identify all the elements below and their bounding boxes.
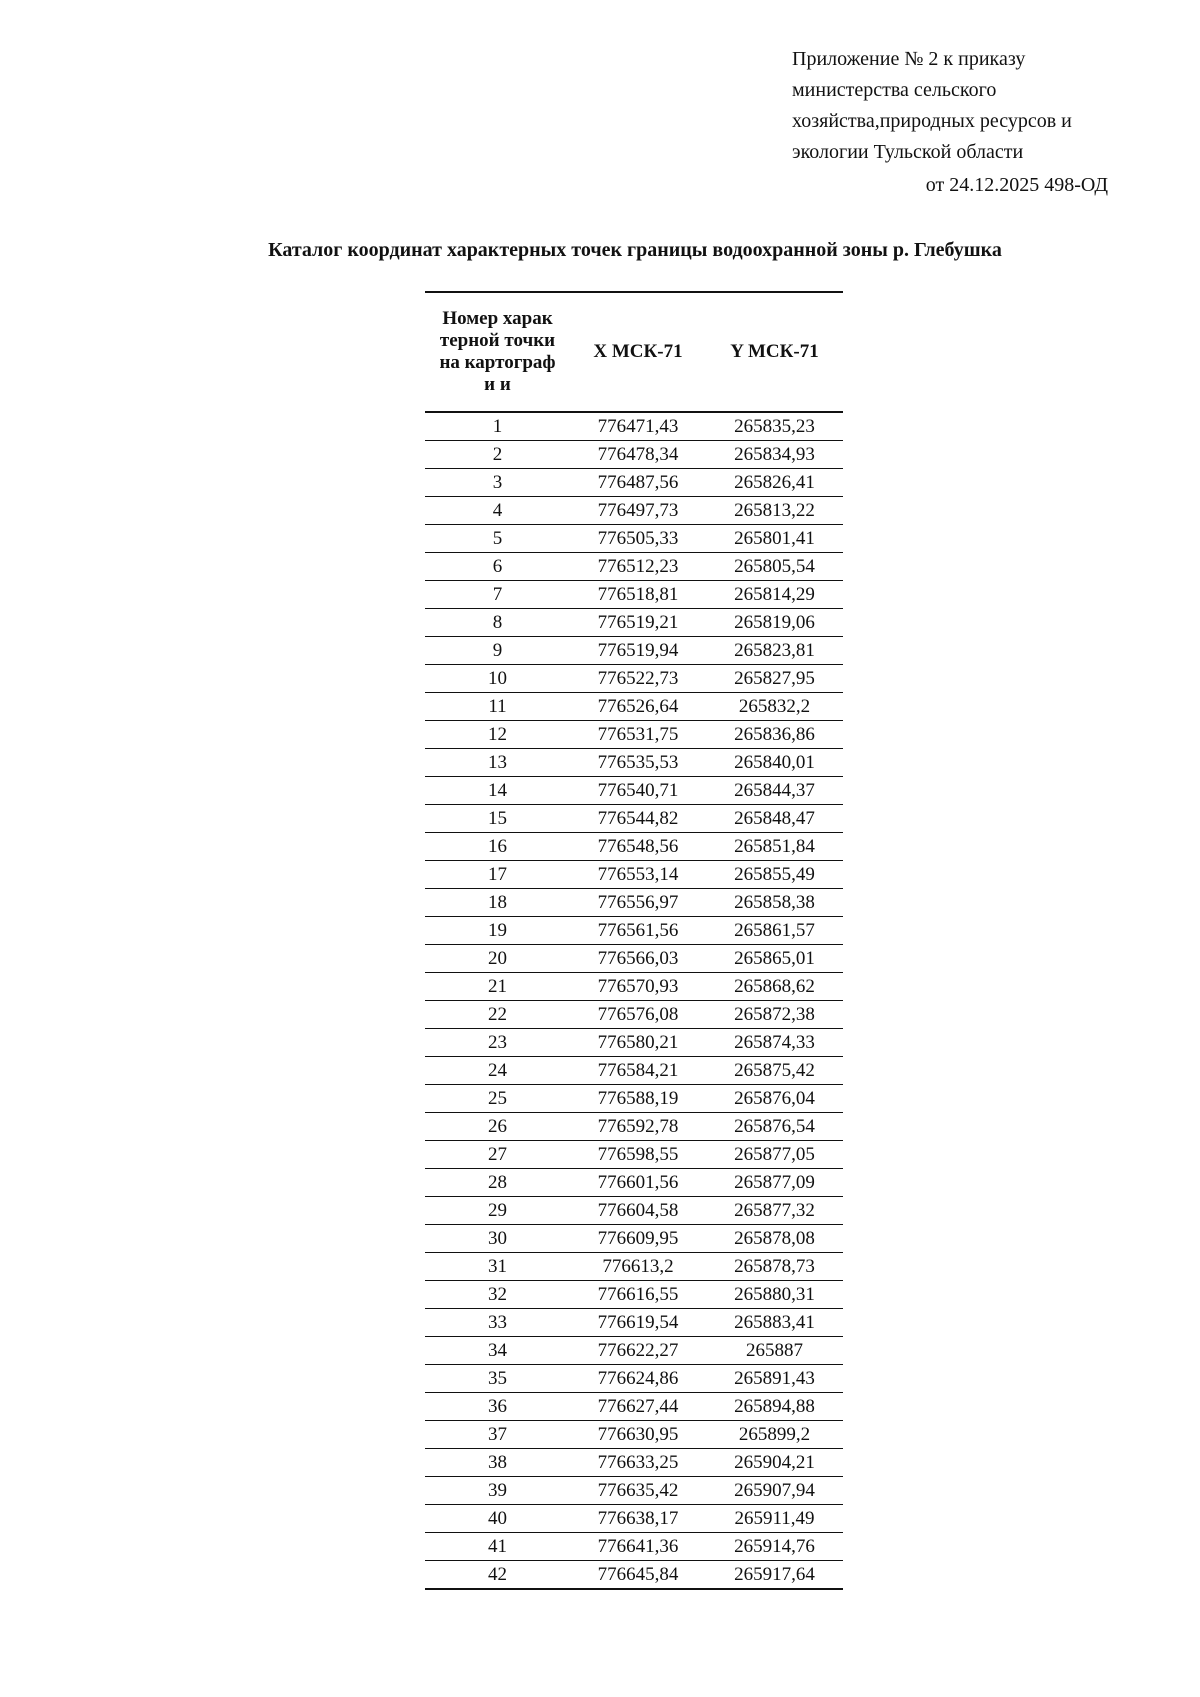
point-number-cell: 31 — [425, 1253, 570, 1281]
point-number-cell: 2 — [425, 441, 570, 469]
table-row — [425, 581, 843, 609]
table-row — [425, 637, 843, 665]
point-number-cell: 25 — [425, 1085, 570, 1113]
table-row — [425, 945, 843, 973]
attachment-line: Приложение № 2 к приказу — [792, 48, 1026, 70]
point-number-cell: 35 — [425, 1365, 570, 1393]
x-coordinate-cell: 776638,17 — [570, 1505, 706, 1533]
point-number-cell: 41 — [425, 1533, 570, 1561]
point-number-cell: 16 — [425, 833, 570, 861]
y-coordinate-cell: 265826,41 — [706, 469, 843, 497]
x-coordinate-cell: 776535,53 — [570, 749, 706, 777]
point-number-cell: 13 — [425, 749, 570, 777]
x-coordinate-cell: 776566,03 — [570, 945, 706, 973]
y-coordinate-cell: 265907,94 — [706, 1477, 843, 1505]
x-coordinate-cell: 776561,56 — [570, 917, 706, 945]
table-row — [425, 412, 843, 441]
table-row — [425, 441, 843, 469]
point-number-cell: 20 — [425, 945, 570, 973]
table-row — [425, 497, 843, 525]
table-row — [425, 1337, 843, 1365]
table-row — [425, 1393, 843, 1421]
table-row — [425, 1113, 843, 1141]
y-coordinate-cell: 265832,2 — [706, 693, 843, 721]
table-row — [425, 469, 843, 497]
y-coordinate-cell: 265834,93 — [706, 441, 843, 469]
x-coordinate-cell: 776635,42 — [570, 1477, 706, 1505]
point-number-cell: 29 — [425, 1197, 570, 1225]
point-number-cell: 6 — [425, 553, 570, 581]
y-coordinate-cell: 265877,05 — [706, 1141, 843, 1169]
table-row — [425, 693, 843, 721]
attachment-note — [792, 44, 1172, 168]
point-number-cell: 22 — [425, 1001, 570, 1029]
table-row — [425, 1253, 843, 1281]
point-number-cell: 3 — [425, 469, 570, 497]
y-coordinate-cell: 265904,21 — [706, 1449, 843, 1477]
table-row — [425, 1001, 843, 1029]
y-coordinate-cell: 265836,86 — [706, 721, 843, 749]
table-row — [425, 1057, 843, 1085]
point-number-cell: 21 — [425, 973, 570, 1001]
table-row — [425, 609, 843, 637]
table-row — [425, 1477, 843, 1505]
point-number-cell: 10 — [425, 665, 570, 693]
x-coordinate-cell: 776531,75 — [570, 721, 706, 749]
point-number-cell: 7 — [425, 581, 570, 609]
y-coordinate-cell: 265914,76 — [706, 1533, 843, 1561]
x-coordinate-cell: 776519,21 — [570, 609, 706, 637]
y-coordinate-cell: 265899,2 — [706, 1421, 843, 1449]
point-number-cell: 39 — [425, 1477, 570, 1505]
point-number-cell: 18 — [425, 889, 570, 917]
y-coordinate-cell: 265883,41 — [706, 1309, 843, 1337]
y-coordinate-cell: 265851,84 — [706, 833, 843, 861]
x-coordinate-cell: 776576,08 — [570, 1001, 706, 1029]
coordinates-table — [425, 291, 843, 1590]
table-row — [425, 973, 843, 1001]
order-date: от 24.12.2025 498-ОД — [925, 174, 1108, 196]
y-coordinate-cell: 265819,06 — [706, 609, 843, 637]
x-coordinate-cell: 776512,23 — [570, 553, 706, 581]
table-row — [425, 1225, 843, 1253]
x-coordinate-cell: 776584,21 — [570, 1057, 706, 1085]
x-coordinate-cell: 776598,55 — [570, 1141, 706, 1169]
y-coordinate-cell: 265813,22 — [706, 497, 843, 525]
y-coordinate-cell: 265894,88 — [706, 1393, 843, 1421]
point-number-cell: 38 — [425, 1449, 570, 1477]
x-coordinate-cell: 776570,93 — [570, 973, 706, 1001]
table-row — [425, 1309, 843, 1337]
y-coordinate-cell: 265835,23 — [706, 412, 843, 441]
point-number-cell: 17 — [425, 861, 570, 889]
x-coordinate-cell: 776630,95 — [570, 1421, 706, 1449]
table-row — [425, 553, 843, 581]
y-coordinate-cell: 265861,57 — [706, 917, 843, 945]
x-coordinate-cell: 776592,78 — [570, 1113, 706, 1141]
point-number-cell: 4 — [425, 497, 570, 525]
x-coordinate-cell: 776544,82 — [570, 805, 706, 833]
table-row — [425, 1505, 843, 1533]
point-number-cell: 15 — [425, 805, 570, 833]
table-row — [425, 1449, 843, 1477]
point-number-cell: 23 — [425, 1029, 570, 1057]
header-point-number: Номер характерной точки на картографи и — [425, 292, 570, 412]
x-coordinate-cell: 776641,36 — [570, 1533, 706, 1561]
table-row — [425, 833, 843, 861]
y-coordinate-cell: 265805,54 — [706, 553, 843, 581]
table-row — [425, 665, 843, 693]
point-number-cell: 1 — [425, 412, 570, 441]
header-y-coordinate: Y МСК-71 — [706, 292, 843, 412]
table-row — [425, 917, 843, 945]
y-coordinate-cell: 265878,08 — [706, 1225, 843, 1253]
x-coordinate-cell: 776627,44 — [570, 1393, 706, 1421]
table-row — [425, 1533, 843, 1561]
table-row — [425, 525, 843, 553]
x-coordinate-cell: 776540,71 — [570, 777, 706, 805]
y-coordinate-cell: 265887 — [706, 1337, 843, 1365]
y-coordinate-cell: 265872,38 — [706, 1001, 843, 1029]
x-coordinate-cell: 776613,2 — [570, 1253, 706, 1281]
point-number-cell: 12 — [425, 721, 570, 749]
x-coordinate-cell: 776588,19 — [570, 1085, 706, 1113]
y-coordinate-cell: 265911,49 — [706, 1505, 843, 1533]
point-number-cell: 28 — [425, 1169, 570, 1197]
table-row — [425, 1029, 843, 1057]
table-row — [425, 1085, 843, 1113]
x-coordinate-cell: 776624,86 — [570, 1365, 706, 1393]
x-coordinate-cell: 776580,21 — [570, 1029, 706, 1057]
table-row — [425, 889, 843, 917]
y-coordinate-cell: 265876,54 — [706, 1113, 843, 1141]
x-coordinate-cell: 776497,73 — [570, 497, 706, 525]
point-number-cell: 27 — [425, 1141, 570, 1169]
x-coordinate-cell: 776609,95 — [570, 1225, 706, 1253]
point-number-cell: 30 — [425, 1225, 570, 1253]
point-number-cell: 34 — [425, 1337, 570, 1365]
table-row — [425, 1365, 843, 1393]
y-coordinate-cell: 265877,32 — [706, 1197, 843, 1225]
document-title: Каталог координат характерных точек границы водоохранной зоны р. Глебушка — [268, 239, 1002, 261]
point-number-cell: 24 — [425, 1057, 570, 1085]
table-row — [425, 1141, 843, 1169]
y-coordinate-cell: 265876,04 — [706, 1085, 843, 1113]
x-coordinate-cell: 776522,73 — [570, 665, 706, 693]
attachment-line: министерства сельского — [792, 79, 997, 101]
point-number-cell: 5 — [425, 525, 570, 553]
point-number-cell: 32 — [425, 1281, 570, 1309]
x-coordinate-cell: 776471,43 — [570, 412, 706, 441]
y-coordinate-cell: 265858,38 — [706, 889, 843, 917]
point-number-cell: 40 — [425, 1505, 570, 1533]
x-coordinate-cell: 776633,25 — [570, 1449, 706, 1477]
point-number-cell: 14 — [425, 777, 570, 805]
table-row — [425, 1561, 843, 1590]
table-row — [425, 1421, 843, 1449]
table-row — [425, 1169, 843, 1197]
attachment-line: хозяйства,природных ресурсов и — [792, 110, 1072, 132]
x-coordinate-cell: 776604,58 — [570, 1197, 706, 1225]
y-coordinate-cell: 265877,09 — [706, 1169, 843, 1197]
table-body — [425, 412, 843, 1589]
x-coordinate-cell: 776505,33 — [570, 525, 706, 553]
x-coordinate-cell: 776601,56 — [570, 1169, 706, 1197]
attachment-line: экологии Тульской области — [792, 141, 1024, 163]
x-coordinate-cell: 776518,81 — [570, 581, 706, 609]
point-number-cell: 19 — [425, 917, 570, 945]
y-coordinate-cell: 265848,47 — [706, 805, 843, 833]
x-coordinate-cell: 776553,14 — [570, 861, 706, 889]
table-row — [425, 805, 843, 833]
x-coordinate-cell: 776478,34 — [570, 441, 706, 469]
x-coordinate-cell: 776616,55 — [570, 1281, 706, 1309]
y-coordinate-cell: 265878,73 — [706, 1253, 843, 1281]
x-coordinate-cell: 776645,84 — [570, 1561, 706, 1590]
y-coordinate-cell: 265874,33 — [706, 1029, 843, 1057]
y-coordinate-cell: 265891,43 — [706, 1365, 843, 1393]
y-coordinate-cell: 265917,64 — [706, 1561, 843, 1590]
point-number-cell: 11 — [425, 693, 570, 721]
y-coordinate-cell: 265855,49 — [706, 861, 843, 889]
point-number-cell: 8 — [425, 609, 570, 637]
table-row — [425, 777, 843, 805]
y-coordinate-cell: 265827,95 — [706, 665, 843, 693]
table-row — [425, 721, 843, 749]
x-coordinate-cell: 776548,56 — [570, 833, 706, 861]
point-number-cell: 42 — [425, 1561, 570, 1590]
point-number-cell: 36 — [425, 1393, 570, 1421]
table-row — [425, 1197, 843, 1225]
y-coordinate-cell: 265814,29 — [706, 581, 843, 609]
point-number-cell: 33 — [425, 1309, 570, 1337]
table-header-row — [425, 292, 843, 412]
x-coordinate-cell: 776556,97 — [570, 889, 706, 917]
x-coordinate-cell: 776619,54 — [570, 1309, 706, 1337]
point-number-cell: 26 — [425, 1113, 570, 1141]
table-row — [425, 861, 843, 889]
y-coordinate-cell: 265880,31 — [706, 1281, 843, 1309]
header-x-coordinate: X МСК-71 — [570, 292, 706, 412]
x-coordinate-cell: 776622,27 — [570, 1337, 706, 1365]
y-coordinate-cell: 265868,62 — [706, 973, 843, 1001]
x-coordinate-cell: 776487,56 — [570, 469, 706, 497]
y-coordinate-cell: 265840,01 — [706, 749, 843, 777]
y-coordinate-cell: 265801,41 — [706, 525, 843, 553]
table-row — [425, 749, 843, 777]
table-row — [425, 1281, 843, 1309]
y-coordinate-cell: 265844,37 — [706, 777, 843, 805]
point-number-cell: 9 — [425, 637, 570, 665]
y-coordinate-cell: 265823,81 — [706, 637, 843, 665]
x-coordinate-cell: 776519,94 — [570, 637, 706, 665]
y-coordinate-cell: 265865,01 — [706, 945, 843, 973]
x-coordinate-cell: 776526,64 — [570, 693, 706, 721]
y-coordinate-cell: 265875,42 — [706, 1057, 843, 1085]
point-number-cell: 37 — [425, 1421, 570, 1449]
